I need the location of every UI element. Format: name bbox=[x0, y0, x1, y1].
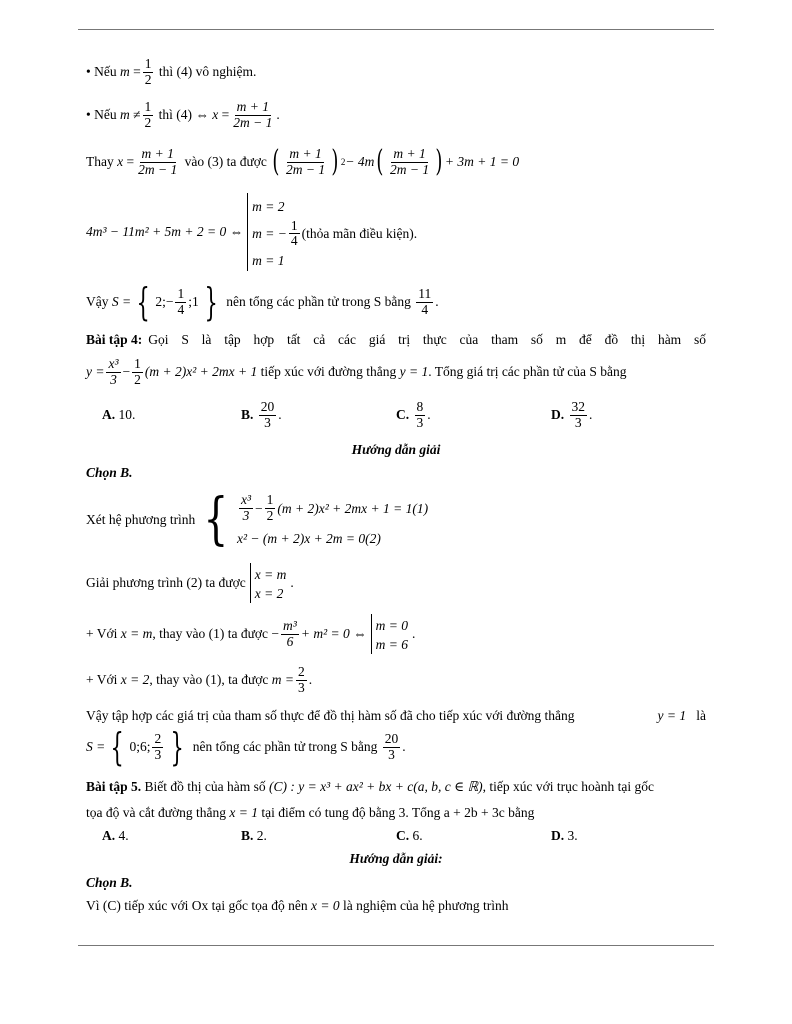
cases-bracket bbox=[371, 614, 408, 654]
text: = bbox=[126, 154, 135, 169]
text: Gọi S là tập hợp tất cả các giá trị thực của tham số m để đồ thị hàm số bbox=[148, 332, 706, 347]
with-x-m-line bbox=[86, 612, 706, 656]
fraction: $\frac{\text{m³}}{6}$ bbox=[283, 617, 297, 649]
math: + 3m + 1 = 0 bbox=[444, 154, 520, 169]
fraction: $\frac{1}{4}$ bbox=[177, 285, 185, 317]
case: m = 2 bbox=[252, 198, 285, 214]
text: + Với bbox=[86, 626, 118, 641]
var: m bbox=[119, 107, 130, 122]
text: Giải phương trình (2) ta được bbox=[86, 575, 246, 590]
option-label: A. bbox=[102, 407, 116, 422]
math: − bbox=[255, 500, 263, 516]
answer: Chọn B. bbox=[86, 875, 133, 890]
option-label: D. bbox=[551, 828, 565, 843]
option-value: 4. bbox=[118, 828, 129, 843]
line-m-neq-half bbox=[86, 98, 706, 132]
option-c[interactable] bbox=[396, 828, 423, 844]
option-c[interactable] bbox=[396, 400, 431, 431]
system-line: Xét hệ phương trình { x³ 3 − $\frac{1}{2}$ (m + 2)x² + 2mx + 1 = 1(1) x² − (m + 2)x + 2m = 0(2) bbox=[86, 487, 429, 552]
bullet: • bbox=[86, 107, 91, 122]
math: x = m bbox=[120, 626, 153, 641]
text: . Tổng giá trị các phần tử của S bằng bbox=[428, 364, 627, 379]
math: x = 0 bbox=[310, 898, 340, 913]
math: 0;6; bbox=[129, 739, 151, 754]
text: . bbox=[276, 107, 280, 122]
math: x = 1 bbox=[229, 805, 259, 820]
exercise-4-line2 bbox=[86, 352, 706, 392]
text: = bbox=[133, 64, 141, 79]
exercise-4-line1 bbox=[86, 330, 706, 350]
math: m = bbox=[271, 672, 295, 687]
text: . bbox=[589, 407, 593, 422]
text: Vậy tập hợp các giá trị của tham số thực để đồ thị hàm số đã cho tiếp xúc với đường thẳng bbox=[86, 708, 575, 723]
var: x bbox=[117, 154, 124, 169]
text: , tiếp xúc với trục hoành tại gốc bbox=[482, 779, 654, 794]
exercise-title: Bài tập 4: bbox=[86, 332, 143, 347]
fraction: m + 1 2m − 1 bbox=[390, 145, 430, 177]
text: Thay bbox=[86, 154, 114, 169]
exercise-5-line2 bbox=[86, 803, 706, 823]
text: . bbox=[308, 672, 313, 687]
math: y = bbox=[86, 364, 105, 379]
text: , thay vào (1), ta được bbox=[149, 672, 269, 687]
guide-title: Hướng dẫn giải: bbox=[349, 851, 443, 866]
line-substitute: Thay x = $\frac{m + 1}{2m - 1}$ vào (3) ta được ( m + 1 2m − 1 ) 2 − 4m ( m + 1 2m − 1 ) + 3m + 1 = 0 bbox=[86, 144, 520, 179]
equation-1: (m + 2)x² + 2mx + 1 = 1(1) bbox=[277, 500, 429, 516]
math: S = bbox=[86, 739, 106, 754]
text: Vì (C) tiếp xúc với Ox tại gốc tọa độ nên bbox=[86, 898, 308, 913]
text: . bbox=[290, 575, 294, 590]
option-label: B. bbox=[241, 828, 254, 843]
text: Nếu bbox=[94, 107, 117, 122]
case: x = 2 bbox=[254, 585, 284, 601]
exercise-4-options bbox=[86, 396, 706, 434]
text: , thay vào (1) ta được bbox=[152, 626, 269, 641]
text: Nếu bbox=[94, 64, 117, 79]
exponent: 2 bbox=[340, 157, 346, 167]
option-b[interactable] bbox=[241, 828, 267, 844]
var: m bbox=[119, 64, 130, 79]
solve-line bbox=[86, 561, 706, 605]
fraction: $\frac{2}{3}$ bbox=[298, 663, 305, 695]
math: y = 1 bbox=[657, 708, 687, 723]
fraction: 32 3 bbox=[571, 398, 585, 430]
conclusion-line1 bbox=[86, 706, 706, 726]
case: x = m bbox=[254, 566, 287, 582]
fraction: $\frac{1}{2}$ bbox=[266, 492, 274, 524]
text: tiếp xúc với đường thẳng bbox=[260, 364, 397, 379]
fraction: $\frac{\text{x³}}{3}$ bbox=[108, 355, 119, 387]
text: là bbox=[696, 708, 706, 723]
text: thì (4) ⇔ bbox=[158, 107, 209, 122]
header-rule bbox=[78, 29, 714, 30]
cases-bracket bbox=[247, 193, 417, 271]
math: − bbox=[271, 626, 280, 641]
option-b[interactable] bbox=[241, 400, 282, 431]
fraction: 1 2 bbox=[144, 98, 152, 130]
fraction: 8 3 bbox=[416, 398, 424, 430]
guide-heading-4 bbox=[86, 440, 706, 460]
guide-heading-5 bbox=[86, 849, 706, 869]
case: m = 6 bbox=[375, 636, 408, 652]
bullet: • bbox=[86, 64, 91, 79]
text: (thỏa mãn điều kiện). bbox=[301, 225, 418, 241]
math: x = 2 bbox=[120, 672, 150, 687]
fraction: x³ 3 bbox=[240, 492, 251, 524]
fraction: $\frac{1}{2}$ bbox=[144, 55, 152, 87]
text: nên tổng các phần tử trong S bằng bbox=[226, 294, 411, 309]
guide-title: Hướng dẫn giải bbox=[351, 442, 441, 457]
text: tại điểm có tung độ bằng 3. Tổng a + 2b + 3c bằng bbox=[261, 805, 535, 820]
case: m = − bbox=[252, 225, 287, 241]
text: . bbox=[435, 294, 439, 309]
with-x-2-line bbox=[86, 662, 706, 698]
text: = bbox=[221, 107, 230, 122]
equation-2: x² − (m + 2)x + 2m = 0(2) bbox=[236, 530, 381, 546]
option-a[interactable] bbox=[102, 407, 135, 423]
text: là nghiệm của hệ phương trình bbox=[342, 898, 509, 913]
math: (C) : y = x³ + ax² + bx + c(a, b, c ∈ ℝ) bbox=[269, 779, 483, 794]
math: (m + 2)x² + 2mx + 1 bbox=[144, 364, 258, 379]
math: ;1 bbox=[188, 294, 199, 309]
option-label: B. bbox=[241, 407, 254, 422]
text: + Với bbox=[86, 672, 118, 687]
math: 4m³ − 11m² + 5m + 2 = 0 ⇔ bbox=[86, 224, 244, 239]
text: thì (4) vô nghiệm. bbox=[158, 64, 257, 79]
math: y = 1 bbox=[399, 364, 429, 379]
math: − bbox=[122, 364, 131, 379]
text: tọa độ và cắt đường thẳng bbox=[86, 805, 227, 820]
text: . bbox=[278, 407, 282, 422]
choose-b-5 bbox=[86, 873, 706, 893]
exercise-title: Bài tập 5. bbox=[86, 779, 142, 794]
option-label: D. bbox=[551, 407, 565, 422]
text: vào (3) ta được bbox=[184, 154, 267, 169]
choose-b-4 bbox=[86, 463, 706, 483]
footer-rule bbox=[78, 945, 714, 946]
math: − 4m bbox=[345, 154, 375, 169]
text: ≠ bbox=[133, 107, 141, 122]
exercise-5-options bbox=[86, 826, 706, 846]
conclusion-line2: S = { 0;6; 2 3 } nên tổng các phần tử trong S bằng 20 3 . bbox=[86, 725, 406, 769]
var: x bbox=[212, 107, 219, 122]
fraction: $\frac{1}{4}$ bbox=[290, 217, 298, 249]
option-label: A. bbox=[102, 828, 116, 843]
option-value: 2. bbox=[256, 828, 267, 843]
option-value: 3. bbox=[567, 828, 578, 843]
fraction: $\frac{1}{2}$ bbox=[134, 355, 141, 387]
option-a[interactable] bbox=[102, 828, 129, 844]
text: . bbox=[402, 739, 406, 754]
cases-bracket bbox=[250, 563, 287, 603]
fraction: $\frac{m + 1}{2m - 1}$ bbox=[138, 145, 178, 177]
option-d[interactable] bbox=[551, 400, 592, 431]
text: Vậy bbox=[86, 294, 109, 309]
option-value: 6. bbox=[412, 828, 423, 843]
fraction: 11 4 bbox=[418, 285, 432, 317]
option-label: C. bbox=[396, 828, 410, 843]
math: S = bbox=[111, 294, 132, 309]
text: . bbox=[427, 407, 431, 422]
case: m = 1 bbox=[252, 253, 285, 269]
fraction: 20 3 bbox=[384, 730, 399, 762]
math: 2;− bbox=[155, 294, 174, 309]
exercise-5-line1 bbox=[86, 776, 706, 798]
fraction: 2 3 bbox=[154, 730, 162, 762]
text: Biết đồ thị của hàm số bbox=[144, 779, 266, 794]
text: Xét hệ phương trình bbox=[86, 512, 196, 527]
text: nên tổng các phần tử trong S bằng bbox=[192, 739, 378, 754]
fraction: $\frac{m + 1}{2m - 1}$ bbox=[233, 98, 273, 130]
option-d[interactable] bbox=[551, 828, 578, 844]
answer: Chọn B. bbox=[86, 465, 133, 480]
line-set-S: Vậy S = { 2;− $\frac{1}{4}$ ;1 } nên tổng các phần tử trong S bằng 11 4 . bbox=[86, 280, 439, 324]
option-value: 10. bbox=[118, 407, 136, 422]
case: m = 0 bbox=[375, 617, 408, 633]
last-line bbox=[86, 896, 706, 916]
option-label: C. bbox=[396, 407, 410, 422]
fraction: m + 1 2m − 1 bbox=[286, 145, 326, 177]
text: . bbox=[411, 626, 416, 641]
line-m-half bbox=[86, 55, 706, 89]
fraction: 20 3 bbox=[260, 398, 275, 430]
line-cubic bbox=[86, 190, 706, 274]
math: + m² = 0 ⇔ bbox=[300, 626, 367, 641]
